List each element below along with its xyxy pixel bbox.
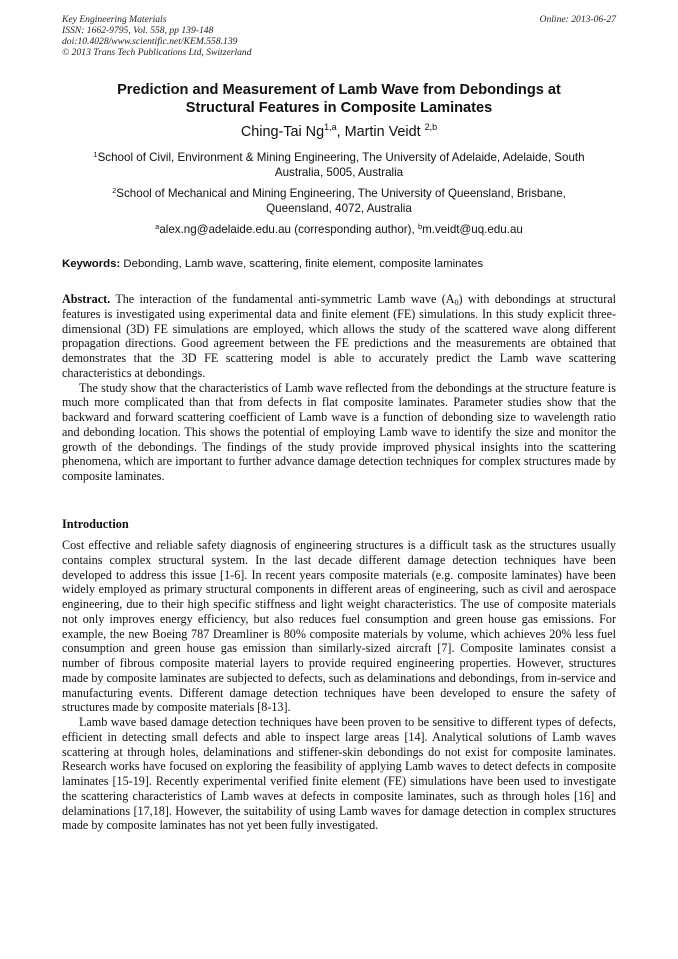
introduction-heading: Introduction [62,517,129,531]
email-a: alex.ng@adelaide.edu.au (corresponding author), [159,223,418,236]
journal-name: Key Engineering Materials [62,14,167,25]
copyright-line: © 2013 Trans Tech Publications Ltd, Switzerland [62,47,252,58]
title-line-2: Structural Features in Composite Laminates [185,100,493,116]
affiliation-2-line-1: School of Mechanical and Mining Engineering, The University of Queensland, Brisbane, [116,187,566,200]
keywords-label: Keywords: [62,258,121,270]
affiliation-2 [62,187,616,216]
author-1-name: Ching-Tai Ng [240,124,325,140]
keywords [62,257,618,271]
paper-title [62,81,616,117]
doi-line: doi:10.4028/www.scientific.net/KEM.558.139 [62,36,238,47]
online-date: Online: 2013-06-27 [539,14,616,25]
affiliation-1-mark: 1 [93,150,98,159]
author-2-name: Martin Veidt [344,124,425,140]
email-b: m.veidt@uq.edu.au [422,223,523,236]
author-2-affil-mark: 2,b [424,122,438,132]
abstract-label: Abstract. [62,292,111,306]
affiliation-2-mark: 2 [112,186,117,195]
email-a-mark: a [155,222,160,231]
author-separator: , [336,124,345,140]
affiliation-1 [62,151,616,180]
email-b-mark: b [417,222,423,231]
issn-line: ISSN: 1662-9795, Vol. 558, pp 139-148 [62,25,214,36]
journal-header [62,14,616,58]
author-1-affil-mark: 1,a [324,122,337,132]
keywords-text: Debonding, Lamb wave, scattering, finite element, composite laminates [120,258,484,270]
affiliation-1-line-2: Australia, 5005, Australia [274,165,404,179]
abstract-section [62,292,616,484]
abstract-paragraph-1: Abstract. The interaction of the fundamental anti-symmetric Lamb wave $(A_0)$ with debondings at structural features is investigated using experimental data and finite element (FE) simulations. In this study explicit three-dimensional (3D) FE simulations are employed, which allows the study of the scattered wave along different propagation directions. Good agreement between the FE predictions and the measurements are obtained that demonstrates that the 3D FE scattering model is able to accurately predict the Lamb wave scattering characteristics at debondings. [62,292,617,380]
title-line-1: Prediction and Measurement of Lamb Wave from Debondings at [117,82,561,98]
author-emails [62,223,616,238]
affiliation-1-line-1: School of Civil, Environment & Mining Engineering, The University of Adelaide, Adelaide, South [97,151,585,164]
introduction-section [62,538,616,833]
abstract-paragraph-2: The study show that the characteristics of Lamb wave reflected from the debondings at the structure feature is much more complicated than that from defects in flat composite laminates. Parameter studies show that the backward and forward scattering coefficient of Lamb wave is a function of debonding size to wavelength ratio and debonding location. This shows the potential of employing Lamb wave to identify the size and monitor the growth of the debondings. The findings of the study provide improved physical insights into the scattering phenomena, which are important to further advance damage detection techniques for complex structures made by composite laminates. [62,380,616,483]
introduction-paragraph-1: Cost effective and reliable safety diagnosis of engineering structures is a difficult task as the structures usually contains complex structural system. In the last decade different damage detection techniques have been developed to address this issue [1-6]. In recent years composite materials (e.g. composite laminates) have been widely employed as primary structural components in different areas of engineering, such as civil and aerospace engineering, due to their high specific stiffness and light weight characteristics. The use of composite materials not only improves energy efficiency, but also reduces fuel consumption and green house gas emissions. For example, the new Boeing 787 Dreamliner is 80% composite materials by volume, which achieves 20% less fuel consumption and green house gas emission than similarly-sized aircraft [7]. Composite laminates consist a number of fibrous composite material layers to provide required engineering properties. However, structures made by composite laminates are subjected to defects, such as delaminations and debondings, from in-service and manufacturing events. Different damage detection techniques have been developed to ensure the safety of structures made by composite materials [8-13]. [62,538,616,715]
author-list [62,123,616,141]
affiliation-2-line-2: Queensland, 4072, Australia [266,201,412,215]
introduction-paragraph-2: Lamb wave based damage detection techniques have been proven to be sensitive to different types of defects, efficient in detecting small defects and able to inspect large areas [14]. Analytical solutions of Lamb waves scattering at through holes, delaminations and stiffener-skin debondings do not exist for composite laminates. Research works have focused on exploring the feasibility of applying Lamb waves to detect defects in composite laminates [15-19]. Recently experimental verified finite element (FE) simulations have been used to investigate the scattering characteristics of Lamb waves at defects in composite laminates, such as through holes [16] and delaminations [17,18]. However, the suitability of using Lamb waves for damage detection in complex structures made by composite laminates has not yet been fully investigated. [62,715,616,833]
